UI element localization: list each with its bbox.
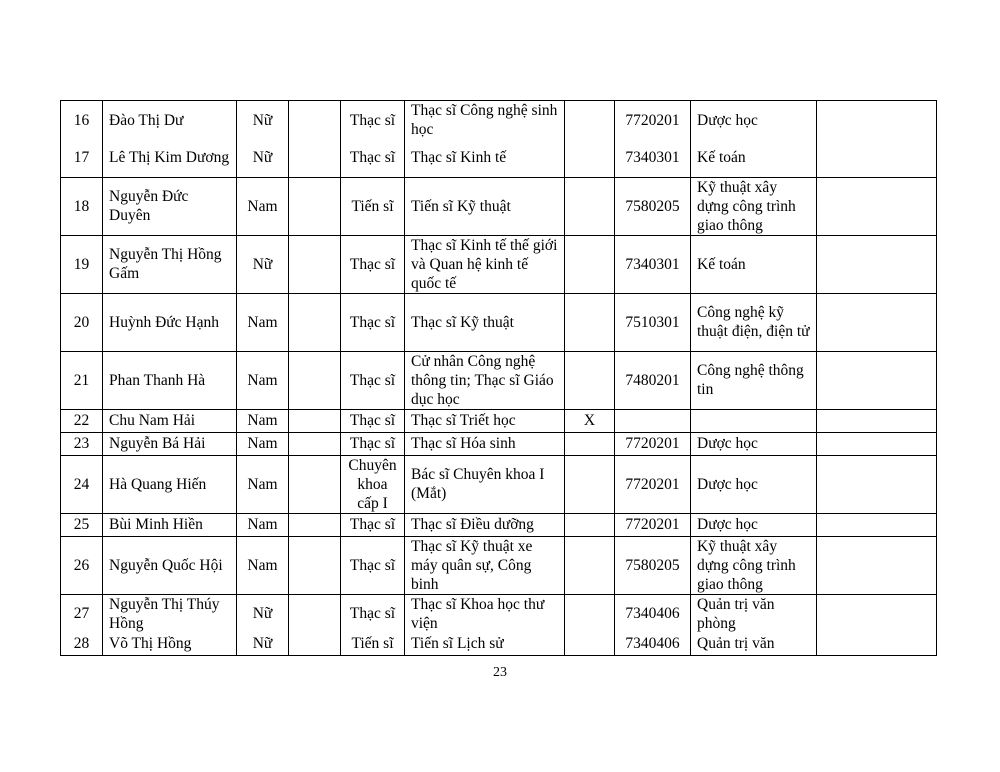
cell-gender: Nữ — [237, 101, 289, 140]
cell-stt: 24 — [61, 455, 103, 513]
cell-col4 — [289, 101, 341, 140]
cell-mark — [565, 594, 615, 633]
cell-mark — [565, 293, 615, 351]
cell-major: Kế toán — [691, 139, 817, 177]
cell-qualification: Thạc sĩ Triết học — [405, 409, 565, 432]
cell-degree: Thạc sĩ — [341, 235, 405, 293]
cell-major: Kỹ thuật xây dựng công trình giao thông — [691, 536, 817, 594]
cell-qualification: Tiến sĩ Lịch sử — [405, 633, 565, 656]
cell-mark — [565, 432, 615, 455]
cell-code: 7580205 — [615, 177, 691, 235]
cell-degree: Thạc sĩ — [341, 513, 405, 536]
cell-gender: Nam — [237, 293, 289, 351]
cell-mark — [565, 513, 615, 536]
cell-col4 — [289, 351, 341, 409]
cell-degree: Thạc sĩ — [341, 139, 405, 177]
table-row — [61, 594, 937, 633]
cell-degree: Thạc sĩ — [341, 594, 405, 633]
cell-col4 — [289, 293, 341, 351]
cell-code: 7720201 — [615, 101, 691, 140]
cell-note — [817, 139, 937, 177]
cell-major: Dược học — [691, 513, 817, 536]
cell-note — [817, 633, 937, 656]
table-row — [61, 432, 937, 455]
cell-name: Bùi Minh Hiền — [103, 513, 237, 536]
cell-qualification: Thạc sĩ Hóa sinh — [405, 432, 565, 455]
cell-qualification: Thạc sĩ Kinh tế — [405, 139, 565, 177]
cell-degree: Chuyên khoa cấp I — [341, 455, 405, 513]
cell-code: 7720201 — [615, 513, 691, 536]
page-number: 23 — [493, 665, 507, 680]
cell-major: Dược học — [691, 455, 817, 513]
cell-code — [615, 409, 691, 432]
table-row — [61, 536, 937, 594]
cell-gender: Nữ — [237, 139, 289, 177]
cell-major: Công nghệ kỹ thuật điện, điện tử — [691, 293, 817, 351]
cell-major — [691, 409, 817, 432]
cell-code: 7720201 — [615, 455, 691, 513]
cell-code: 7720201 — [615, 432, 691, 455]
cell-stt: 22 — [61, 409, 103, 432]
cell-note — [817, 177, 937, 235]
cell-gender: Nam — [237, 513, 289, 536]
cell-degree: Thạc sĩ — [341, 101, 405, 140]
staff-table — [60, 100, 937, 656]
cell-name: Lê Thị Kim Dương — [103, 139, 237, 177]
cell-stt: 27 — [61, 594, 103, 633]
cell-col4 — [289, 177, 341, 235]
cell-gender: Nữ — [237, 633, 289, 656]
cell-degree: Tiến sĩ — [341, 177, 405, 235]
table-row — [61, 409, 937, 432]
cell-qualification: Thạc sĩ Kinh tế thế giới và Quan hệ kinh tế quốc tế — [405, 235, 565, 293]
cell-gender: Nữ — [237, 594, 289, 633]
cell-degree: Thạc sĩ — [341, 409, 405, 432]
cell-name: Hà Quang Hiến — [103, 455, 237, 513]
cell-gender: Nam — [237, 177, 289, 235]
cell-gender: Nam — [237, 351, 289, 409]
cell-degree: Thạc sĩ — [341, 432, 405, 455]
cell-major: Dược học — [691, 432, 817, 455]
cell-col4 — [289, 139, 341, 177]
cell-name: Nguyễn Quốc Hội — [103, 536, 237, 594]
cell-major: Kỹ thuật xây dựng công trình giao thông — [691, 177, 817, 235]
cell-qualification: Thạc sĩ Công nghệ sinh học — [405, 101, 565, 140]
cell-stt: 16 — [61, 101, 103, 140]
cell-mark — [565, 633, 615, 656]
cell-major: Dược học — [691, 101, 817, 140]
cell-degree: Thạc sĩ — [341, 351, 405, 409]
cell-stt: 26 — [61, 536, 103, 594]
cell-mark — [565, 101, 615, 140]
table-row — [61, 293, 937, 351]
cell-degree: Thạc sĩ — [341, 293, 405, 351]
cell-major: Kế toán — [691, 235, 817, 293]
cell-stt: 28 — [61, 633, 103, 656]
cell-stt: 19 — [61, 235, 103, 293]
table-row — [61, 351, 937, 409]
cell-note — [817, 235, 937, 293]
cell-major: Quản trị văn — [691, 633, 817, 656]
cell-stt: 17 — [61, 139, 103, 177]
cell-name: Nguyễn Bá Hải — [103, 432, 237, 455]
cell-note — [817, 594, 937, 633]
cell-code: 7480201 — [615, 351, 691, 409]
cell-major: Quản trị văn phòng — [691, 594, 817, 633]
cell-gender: Nữ — [237, 235, 289, 293]
cell-name: Nguyễn Thị Thúy Hồng — [103, 594, 237, 633]
cell-mark — [565, 536, 615, 594]
cell-note — [817, 536, 937, 594]
cell-mark — [565, 455, 615, 513]
table-row — [61, 177, 937, 235]
cell-qualification: Thạc sĩ Kỹ thuật — [405, 293, 565, 351]
cell-note — [817, 351, 937, 409]
cell-mark — [565, 139, 615, 177]
cell-qualification: Thạc sĩ Điều dưỡng — [405, 513, 565, 536]
cell-gender: Nam — [237, 536, 289, 594]
cell-mark: X — [565, 409, 615, 432]
cell-note — [817, 432, 937, 455]
cell-name: Phan Thanh Hà — [103, 351, 237, 409]
cell-name: Võ Thị Hồng — [103, 633, 237, 656]
cell-code: 7580205 — [615, 536, 691, 594]
cell-col4 — [289, 594, 341, 633]
cell-col4 — [289, 409, 341, 432]
table-row — [61, 235, 937, 293]
cell-name: Chu Nam Hải — [103, 409, 237, 432]
cell-col4 — [289, 633, 341, 656]
cell-stt: 21 — [61, 351, 103, 409]
cell-code: 7340406 — [615, 633, 691, 656]
cell-mark — [565, 177, 615, 235]
cell-col4 — [289, 513, 341, 536]
cell-qualification: Cử nhân Công nghệ thông tin; Thạc sĩ Giáo dục học — [405, 351, 565, 409]
table-row — [61, 139, 937, 177]
cell-code: 7510301 — [615, 293, 691, 351]
cell-degree: Thạc sĩ — [341, 536, 405, 594]
table-row — [61, 633, 937, 656]
cell-col4 — [289, 235, 341, 293]
cell-col4 — [289, 455, 341, 513]
cell-name: Đào Thị Dư — [103, 101, 237, 140]
cell-stt: 20 — [61, 293, 103, 351]
cell-qualification: Thạc sĩ Kỹ thuật xe máy quân sự, Công binh — [405, 536, 565, 594]
cell-col4 — [289, 536, 341, 594]
table-row — [61, 455, 937, 513]
cell-code: 7340301 — [615, 139, 691, 177]
cell-gender: Nam — [237, 409, 289, 432]
cell-stt: 25 — [61, 513, 103, 536]
cell-name: Nguyễn Thị Hồng Gấm — [103, 235, 237, 293]
cell-name: Huỳnh Đức Hạnh — [103, 293, 237, 351]
cell-code: 7340406 — [615, 594, 691, 633]
cell-mark — [565, 235, 615, 293]
cell-note — [817, 293, 937, 351]
cell-note — [817, 101, 937, 140]
cell-degree: Tiến sĩ — [341, 633, 405, 656]
cell-stt: 18 — [61, 177, 103, 235]
cell-name: Nguyễn Đức Duyên — [103, 177, 237, 235]
table-row — [61, 101, 937, 140]
cell-major: Công nghệ thông tin — [691, 351, 817, 409]
cell-mark — [565, 351, 615, 409]
cell-qualification: Thạc sĩ Khoa học thư viện — [405, 594, 565, 633]
cell-note — [817, 409, 937, 432]
cell-code: 7340301 — [615, 235, 691, 293]
cell-qualification: Bác sĩ Chuyên khoa I (Mắt) — [405, 455, 565, 513]
cell-gender: Nam — [237, 432, 289, 455]
table-row — [61, 513, 937, 536]
cell-col4 — [289, 432, 341, 455]
cell-note — [817, 455, 937, 513]
cell-qualification: Tiến sĩ Kỹ thuật — [405, 177, 565, 235]
cell-stt: 23 — [61, 432, 103, 455]
cell-gender: Nam — [237, 455, 289, 513]
cell-note — [817, 513, 937, 536]
